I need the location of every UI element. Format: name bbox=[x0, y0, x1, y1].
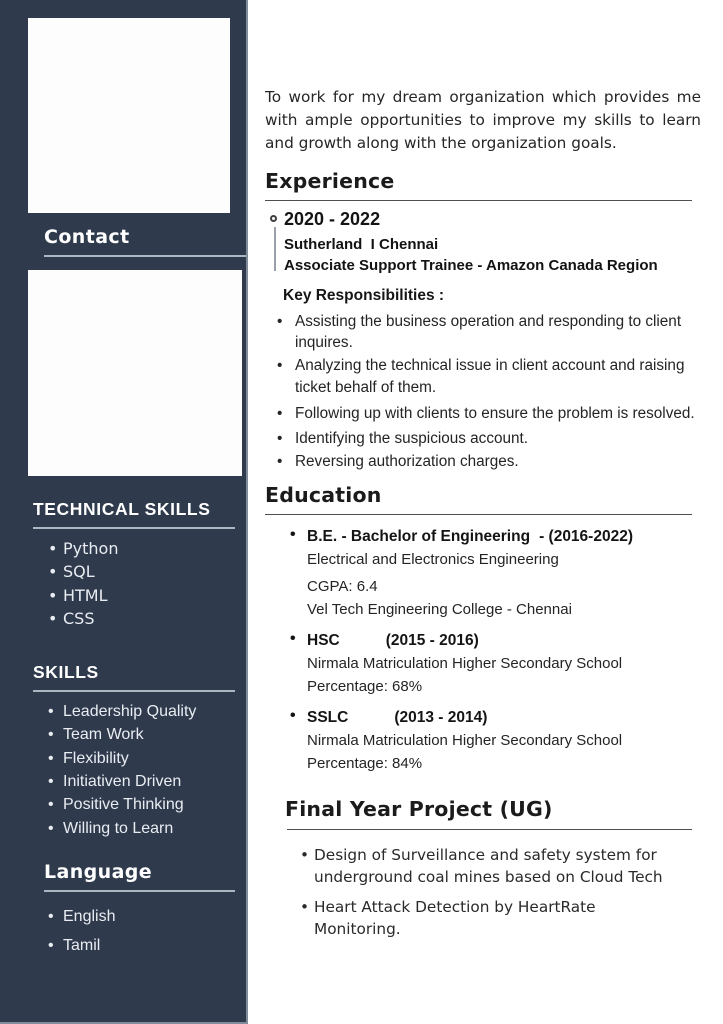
skills-heading: SKILLS bbox=[33, 662, 99, 683]
list-item bbox=[265, 451, 711, 472]
bullet-marker: • bbox=[48, 749, 54, 767]
bullet-marker: • bbox=[48, 773, 54, 791]
bullet-marker: • bbox=[48, 562, 58, 582]
list-item bbox=[265, 311, 711, 354]
technical-skills-list bbox=[0, 537, 246, 630]
sidebar bbox=[0, 0, 248, 1024]
education-entry bbox=[265, 526, 711, 620]
list-item bbox=[0, 770, 246, 793]
bullet-marker: • bbox=[48, 703, 54, 721]
skills-list bbox=[0, 700, 246, 840]
skill-label: Flexibility bbox=[63, 749, 129, 767]
education-divider bbox=[265, 514, 692, 515]
bullet-marker: • bbox=[48, 608, 58, 628]
language-label: Tamil bbox=[63, 936, 101, 954]
degree-period: - (2016-2022) bbox=[539, 527, 633, 545]
career-objective: To work for my dream organization which provides me with ample opportunities to improve my skills to learn and growth along with the organization goals. bbox=[265, 88, 701, 153]
bullet-marker: • bbox=[48, 907, 54, 925]
list-item bbox=[265, 403, 711, 424]
language-label: English bbox=[63, 907, 116, 925]
skill-label: Initiativen Driven bbox=[63, 773, 182, 791]
project-divider bbox=[287, 829, 692, 830]
responsibility-text: Reversing authorization charges. bbox=[295, 453, 519, 471]
degree-detail: Nirmala Matriculation Higher Secondary School bbox=[307, 732, 623, 750]
project-text: Design of Surveillance and safety system for underground coal mines based on Cloud Tech bbox=[314, 846, 663, 886]
list-item bbox=[0, 560, 246, 583]
profile-photo-placeholder bbox=[28, 18, 230, 213]
bullet-marker: • bbox=[48, 585, 58, 605]
degree-name: B.E. - Bachelor of Engineering bbox=[307, 527, 531, 545]
bullet-marker: • bbox=[300, 846, 310, 865]
bullet-marker: • bbox=[300, 898, 310, 917]
list-item bbox=[0, 902, 246, 931]
degree-detail: Vel Tech Engineering College - Chennai bbox=[307, 600, 572, 618]
degree-period: (2013 - 2014) bbox=[394, 709, 488, 727]
bullet-marker: • bbox=[290, 707, 296, 725]
degree-detail: Percentage: 84% bbox=[307, 754, 423, 772]
bullet-marker: • bbox=[48, 796, 54, 814]
project-list bbox=[265, 845, 711, 940]
main-content bbox=[248, 0, 723, 1024]
bullet-marker: • bbox=[277, 357, 283, 375]
list-item bbox=[0, 700, 246, 723]
list-item bbox=[265, 355, 711, 398]
language-divider bbox=[44, 890, 235, 892]
technical-skill-label: SQL bbox=[63, 562, 95, 582]
list-item bbox=[0, 931, 246, 960]
bullet-marker: • bbox=[277, 312, 283, 330]
responsibilities-list bbox=[265, 311, 711, 473]
technical-skill-label: CSS bbox=[63, 608, 95, 628]
skill-label: Team Work bbox=[63, 726, 144, 744]
list-item bbox=[0, 607, 246, 630]
list-item bbox=[0, 793, 246, 816]
timeline-circle-icon bbox=[270, 215, 277, 222]
project-heading: Final Year Project (UG) bbox=[285, 797, 553, 822]
technical-skill-label: HTML bbox=[63, 585, 108, 605]
degree-name: SSLC bbox=[307, 709, 349, 727]
bullet-marker: • bbox=[277, 453, 283, 471]
experience-period: 2020 - 2022 bbox=[284, 208, 381, 229]
list-item bbox=[0, 723, 246, 746]
technical-skills-divider bbox=[33, 527, 235, 529]
list-item bbox=[265, 428, 711, 449]
skill-label: Positive Thinking bbox=[63, 796, 184, 814]
contact-details-placeholder bbox=[28, 270, 242, 476]
bullet-marker: • bbox=[290, 630, 296, 648]
responsibility-text: Assisting the business operation and responding to client inquires. bbox=[295, 312, 682, 351]
list-item bbox=[0, 747, 246, 770]
bullet-marker: • bbox=[48, 819, 54, 837]
degree-detail: CGPA: 6.4 bbox=[307, 578, 378, 596]
experience-role: Associate Support Trainee - Amazon Canada Region bbox=[284, 256, 658, 274]
degree-detail: Nirmala Matriculation Higher Secondary School bbox=[307, 655, 623, 673]
experience-divider bbox=[265, 200, 692, 201]
responsibility-text: Following up with clients to ensure the problem is resolved. bbox=[295, 404, 695, 422]
technical-skill-label: Python bbox=[63, 539, 119, 558]
list-item bbox=[0, 817, 246, 840]
contact-heading: Contact bbox=[44, 226, 130, 248]
education-entry bbox=[265, 707, 711, 773]
responsibility-text: Analyzing the technical issue in client account and raising ticket behalf of them. bbox=[295, 357, 685, 396]
skill-label: Willing to Learn bbox=[63, 819, 174, 837]
skills-divider bbox=[33, 690, 235, 692]
degree-period: (2015 - 2016) bbox=[385, 632, 479, 650]
education-entry bbox=[265, 630, 711, 696]
education-heading: Education bbox=[265, 482, 382, 507]
degree-detail: Percentage: 68% bbox=[307, 677, 423, 695]
bullet-marker: • bbox=[277, 430, 283, 448]
experience-company: Sutherland I Chennai bbox=[284, 235, 439, 253]
language-heading: Language bbox=[44, 860, 153, 883]
bullet-marker: • bbox=[48, 726, 54, 744]
experience-heading: Experience bbox=[265, 168, 395, 193]
bullet-marker: • bbox=[277, 404, 283, 422]
list-item bbox=[0, 537, 246, 560]
technical-skills-heading: TECHNICAL SKILLS bbox=[33, 499, 211, 519]
responsibility-text: Identifying the suspicious account. bbox=[295, 430, 528, 448]
bullet-marker: • bbox=[48, 539, 58, 558]
bullet-marker: • bbox=[48, 936, 54, 954]
list-item bbox=[0, 584, 246, 607]
experience-entry bbox=[265, 209, 711, 276]
education-list bbox=[265, 526, 711, 774]
project-text: Heart Attack Detection by HeartRate Monitoring. bbox=[314, 898, 596, 938]
contact-divider bbox=[44, 255, 246, 257]
bullet-marker: • bbox=[290, 525, 296, 543]
skill-label: Leadership Quality bbox=[63, 703, 197, 721]
timeline-line bbox=[274, 227, 276, 271]
degree-detail: Electrical and Electronics Engineering bbox=[307, 550, 559, 568]
list-item bbox=[265, 897, 711, 940]
responsibilities-label: Key Responsibilities : bbox=[283, 286, 445, 304]
list-item bbox=[265, 845, 711, 888]
language-list bbox=[0, 902, 246, 960]
degree-name: HSC bbox=[307, 632, 340, 650]
